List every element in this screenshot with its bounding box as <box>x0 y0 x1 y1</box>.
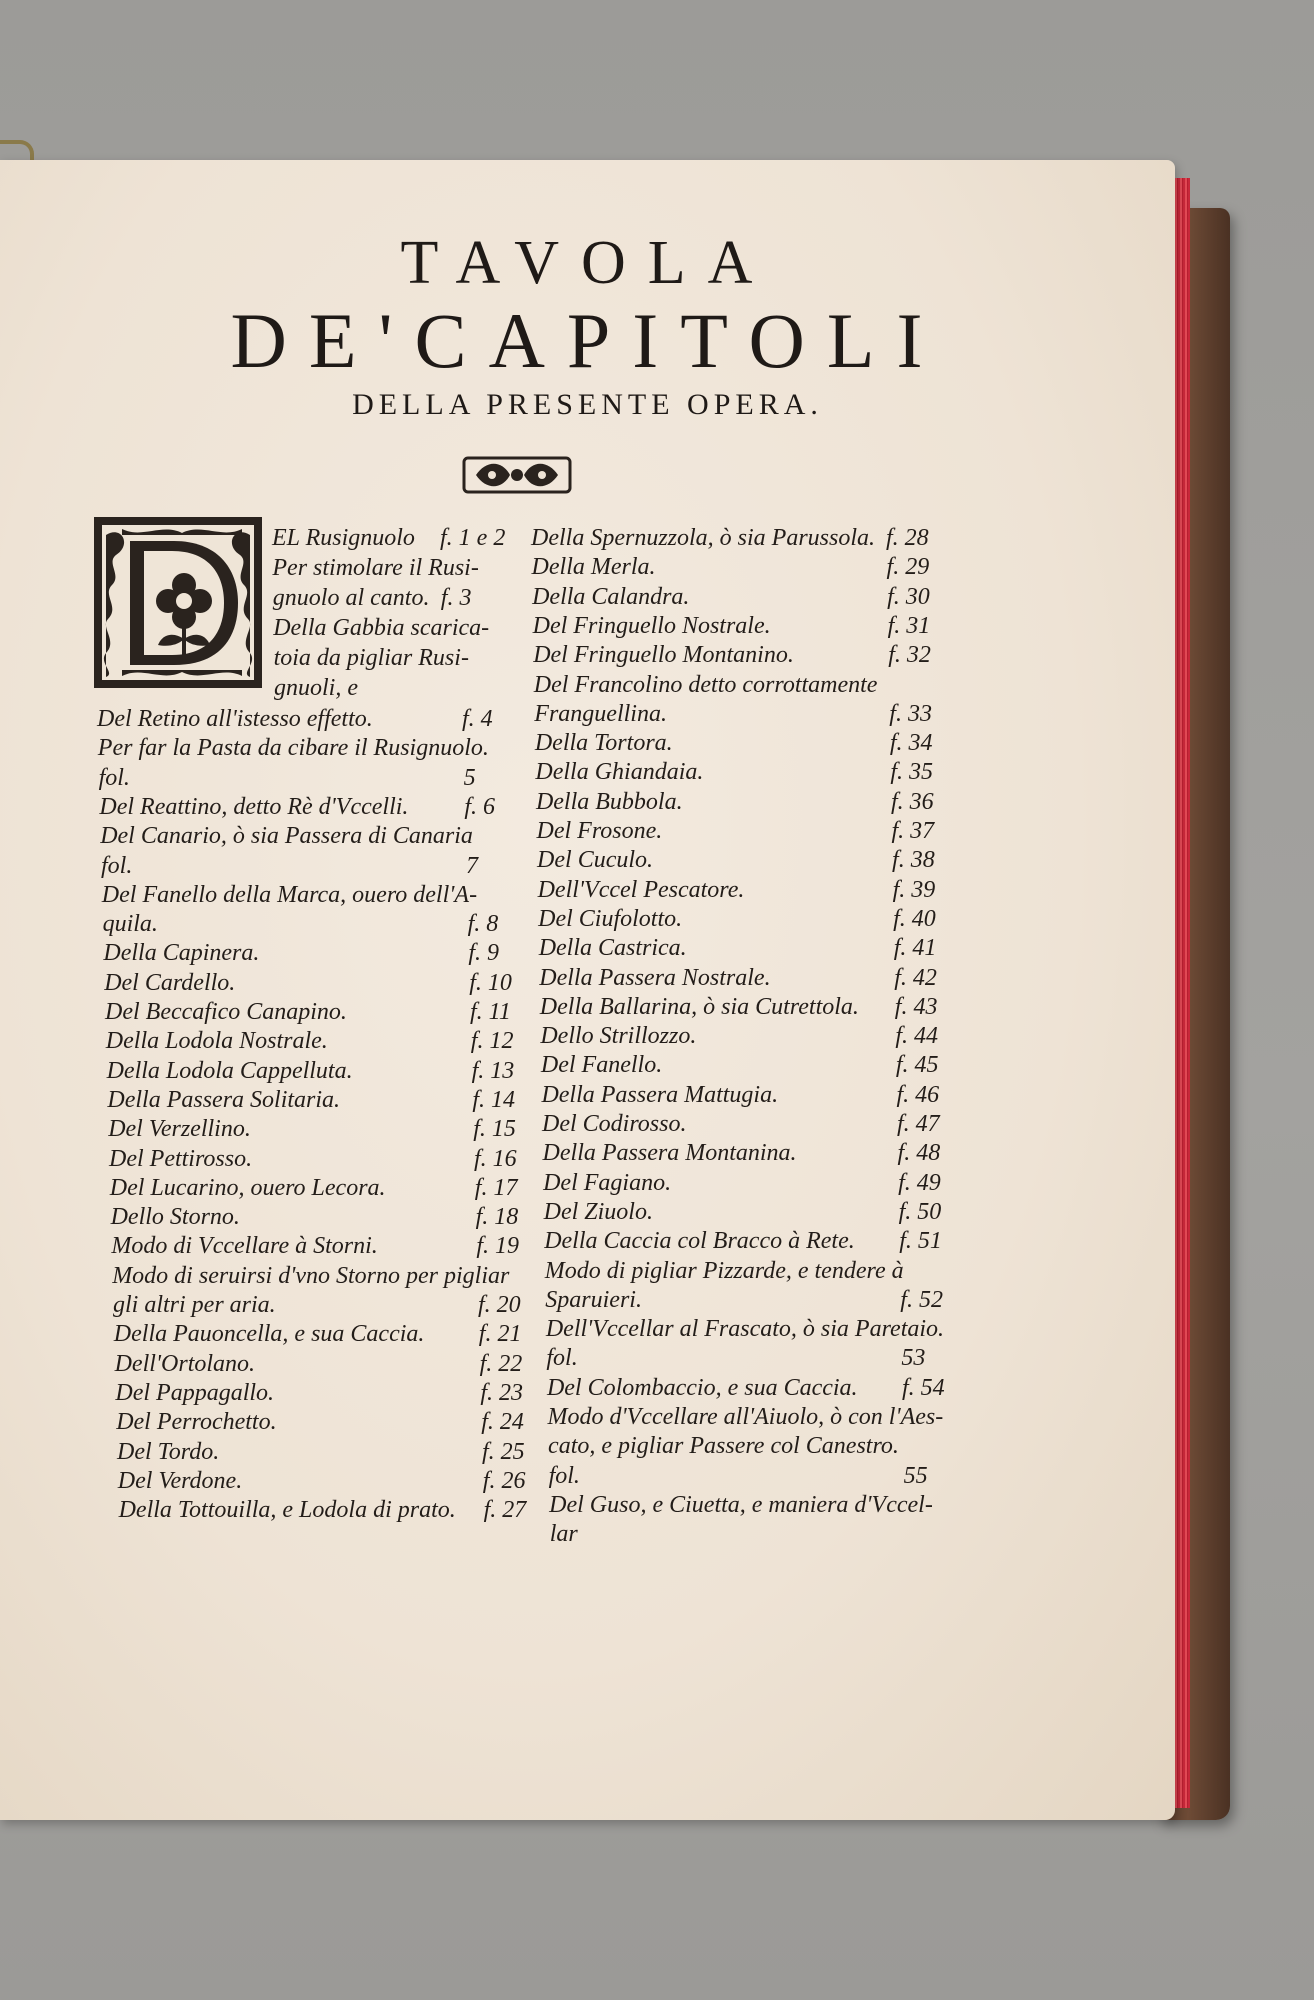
toc-entry-text: gli altri per aria. <box>113 1292 276 1318</box>
toc-entry-text: Del Fringuello Montanino. <box>533 642 794 669</box>
toc-entry-text: Della Tortora. <box>534 730 673 757</box>
toc-entry-text: toia da pigliar Rusi- <box>273 645 469 671</box>
toc-entry-page: f. 4 <box>462 706 493 732</box>
toc-entry-page: f. 40 <box>893 905 936 932</box>
toc-entry-text: Del Fagiano. <box>543 1169 672 1196</box>
toc-entry-page: f. 3 <box>440 585 472 611</box>
toc-entry-page: f. 45 <box>895 1052 939 1079</box>
toc-entry-page: f. 42 <box>894 964 937 991</box>
toc-entry-page: f. 46 <box>896 1081 940 1108</box>
toc-entry-text: Per far la Pasta da cibare il Rusignuolo. <box>97 735 489 762</box>
toc-entry-text: Modo di pigliar Pizzarde, e tendere à <box>544 1257 904 1284</box>
toc-entry-page: f. 24 <box>481 1409 524 1436</box>
toc-entry-text: lar <box>549 1521 578 1548</box>
toc-entry-text: Della Passera Montanina. <box>542 1140 797 1167</box>
toc-entry-text: Del Fringuello Nostrale. <box>532 612 771 639</box>
toc-entry-page: f. 22 <box>479 1350 523 1377</box>
toc-entry-text: fol. <box>546 1345 578 1372</box>
toc-entry-page: f. 30 <box>887 583 930 610</box>
toc-entry-page: f. 31 <box>887 612 931 639</box>
toc-entry-page: f. 29 <box>886 554 930 581</box>
toc-entry-text: Della Ghiandaia. <box>535 759 704 786</box>
toc-entry-text: Della Bubbola. <box>535 788 683 815</box>
toc-entry-page: f. 12 <box>470 1028 514 1055</box>
toc-entry-text: Modo di seruirsi d'vno Storno per pigliar <box>112 1262 510 1289</box>
toc-entry-page: f. 33 <box>889 700 932 727</box>
toc-entry-text: Modo d'Vccellare all'Aiuolo, ò con l'Aes- <box>547 1404 944 1430</box>
toc-entry-text: Del Lucarino, ouero Lecora. <box>109 1174 386 1201</box>
toc-entry-page: f. 47 <box>897 1111 940 1137</box>
toc-entry-page: f. 43 <box>894 993 938 1020</box>
toc-entry-page: f. 35 <box>890 759 934 786</box>
toc-entry-page: 55 <box>903 1462 928 1489</box>
toc-entry-page: f. 18 <box>475 1204 519 1231</box>
toc-entry-page: 7 <box>466 852 478 879</box>
toc-entry-page: f. 25 <box>482 1438 525 1465</box>
toc-entry-text: fol. <box>548 1462 580 1489</box>
toc-entry-page: f. 21 <box>478 1321 522 1348</box>
toc-entry-page: f. 16 <box>474 1145 517 1172</box>
toc-entry-page: f. 37 <box>891 818 935 844</box>
toc-entry-text: gnuolo al canto. <box>272 585 430 611</box>
toc-entry-page: f. 27 <box>483 1497 527 1524</box>
toc-entry-text: Dello Storno. <box>110 1204 240 1231</box>
toc-entry-page: f. 1 e 2 <box>440 525 506 551</box>
toc-entry-page: f. 9 <box>468 940 500 967</box>
title-line-3: DELLA PRESENTE OPERA. <box>352 388 823 421</box>
toc-entry-page: f. 8 <box>467 911 499 938</box>
toc-entry-text: Modo di Vccellare à Storni. <box>111 1233 378 1260</box>
toc-entry-text: EL Rusignuolo <box>272 525 415 551</box>
toc-entry-page: f. 48 <box>897 1140 941 1167</box>
toc-entry-text: gnuoli, e <box>274 675 358 701</box>
toc-entry-page: f. 36 <box>890 788 934 815</box>
decorated-initial-D-icon <box>92 515 264 690</box>
toc-entry-text: Della Passera Solitaria. <box>107 1086 341 1113</box>
toc-entry-text: Del Ziuolo. <box>543 1198 653 1225</box>
toc-entry-text: Del Pettirosso. <box>109 1145 253 1172</box>
toc-entry-page: f. 32 <box>888 642 931 669</box>
toc-entry-text: Franguellina. <box>534 700 667 727</box>
toc-entry-text: Del Ciufolotto. <box>538 905 683 932</box>
toc-entry-text: Dell'Vccel Pescatore. <box>537 876 745 903</box>
toc-entry-page: f. 14 <box>472 1086 516 1113</box>
toc-entry-text: cato, e pigliar Passere col Canestro. <box>548 1433 899 1460</box>
toc-entry-page: 53 <box>901 1345 926 1372</box>
toc-entry-text: Della Spernuzzola, ò sia Parussola. <box>531 525 876 551</box>
toc-entry-page: f. 19 <box>476 1233 520 1260</box>
toc-entry-page: f. 6 <box>464 793 496 820</box>
toc-entry-page: 5 <box>463 764 476 791</box>
toc-entry-page: f. 11 <box>470 999 511 1025</box>
toc-entry-text: Del Beccafico Canapino. <box>105 999 347 1025</box>
toc-entry-page: f. 49 <box>898 1169 941 1196</box>
toc-entry-text: Della Lodola Nostrale. <box>105 1028 328 1055</box>
toc-entry-page: f. 34 <box>889 730 933 757</box>
toc-entry-page: f. 26 <box>482 1467 526 1494</box>
toc-entry-text: Della Calandra. <box>532 583 690 610</box>
toc-entry-text: Del Reattino, detto Rè d'Vccelli. <box>99 793 409 820</box>
toc-entry-text: Del Francolino detto corrottamente <box>533 671 878 698</box>
toc-entry-text: Per stimolare il Rusi- <box>272 555 479 581</box>
title-line-2: DE'CAPITOLI <box>230 297 945 384</box>
toc-entry-text: Dell'Ortolano. <box>114 1350 256 1377</box>
toc-entry-text: Della Gabbia scarica- <box>273 615 490 641</box>
toc-entry-text: Del Verdone. <box>117 1467 243 1494</box>
toc-entry-text: Del Retino all'istesso effetto. <box>97 706 373 732</box>
fleuron-ornament-icon <box>462 454 572 496</box>
toc-entry-page: f. 44 <box>895 1023 939 1050</box>
toc-entry-page: f. 10 <box>469 969 512 996</box>
toc-entry-text: Della Castrica. <box>538 935 687 962</box>
toc-entry-text: Del Codirosso. <box>542 1111 687 1137</box>
toc-entry-text: Del Fanello della Marca, ouero dell'A- <box>101 881 478 908</box>
toc-entry-text: Del Tordo. <box>117 1438 220 1465</box>
toc-entry-page: f. 41 <box>893 935 937 962</box>
toc-entry-text: fol. <box>101 852 133 879</box>
toc-entry-text: Del Cuculo. <box>537 847 654 874</box>
toc-entry-text: Del Frosone. <box>536 818 663 844</box>
toc-entry-text: Del Verzellino. <box>108 1116 251 1143</box>
toc-entry-text: Della Lodola Cappelluta. <box>106 1057 353 1084</box>
toc-entry-text: Della Caccia col Bracco à Rete. <box>544 1228 855 1255</box>
toc-entry-text: Dell'Vccellar al Frascato, ò sia Paretaio. <box>545 1316 945 1343</box>
toc-entry-page: f. 38 <box>892 847 935 874</box>
toc-entry-text: Del Colombaccio, e sua Caccia. <box>546 1374 858 1401</box>
toc-entry-page: f. 23 <box>480 1379 524 1406</box>
toc-entry-text: Del Fanello. <box>540 1052 663 1079</box>
toc-entry-text: Della Ballarina, ò sia Cutrettola. <box>539 993 859 1020</box>
toc-entry-text: fol. <box>98 764 130 791</box>
toc-entry-page: f. 50 <box>898 1198 942 1225</box>
toc-entry-page: f. 52 <box>900 1286 943 1313</box>
toc-entry-text: quila. <box>102 911 158 938</box>
toc-entry-page: f. 28 <box>886 525 929 551</box>
title-line-1: TAVOLA <box>400 229 775 297</box>
toc-entry-page: f. 54 <box>901 1374 945 1401</box>
toc-entry-text: Del Cardello. <box>104 969 236 996</box>
toc-entry-text: Del Canario, ò sia Passera di Canaria <box>100 823 473 850</box>
toc-entry-page: f. 51 <box>899 1228 942 1255</box>
toc-entry-text: Sparuieri. <box>545 1286 642 1313</box>
toc-entry-text: Della Tottouilla, e Lodola di prato. <box>118 1497 456 1524</box>
toc-entry-page: f. 13 <box>471 1057 515 1084</box>
toc-entry-page: f. 15 <box>473 1116 516 1143</box>
toc-entry-page: f. 20 <box>478 1292 521 1318</box>
toc-entry-text: Dello Strillozzo. <box>540 1023 697 1050</box>
toc-entry-text: Della Capinera. <box>103 940 260 967</box>
toc-entry-page: f. 39 <box>892 876 936 903</box>
toc-entry-text: Del Guso, e Ciuetta, e maniera d'Vccel- <box>549 1491 933 1518</box>
toc-entry-page: f. 17 <box>474 1174 518 1201</box>
toc-entry-text: Della Passera Mattugia. <box>541 1081 779 1108</box>
toc-entry-text: Del Pappagallo. <box>115 1379 275 1406</box>
toc-entry-text: Della Pauoncella, e sua Caccia. <box>113 1321 425 1348</box>
toc-entry-text: Della Passera Nostrale. <box>539 964 771 991</box>
toc-entry-text: Del Perrochetto. <box>116 1409 277 1436</box>
toc-entry-text: Della Merla. <box>531 554 656 581</box>
